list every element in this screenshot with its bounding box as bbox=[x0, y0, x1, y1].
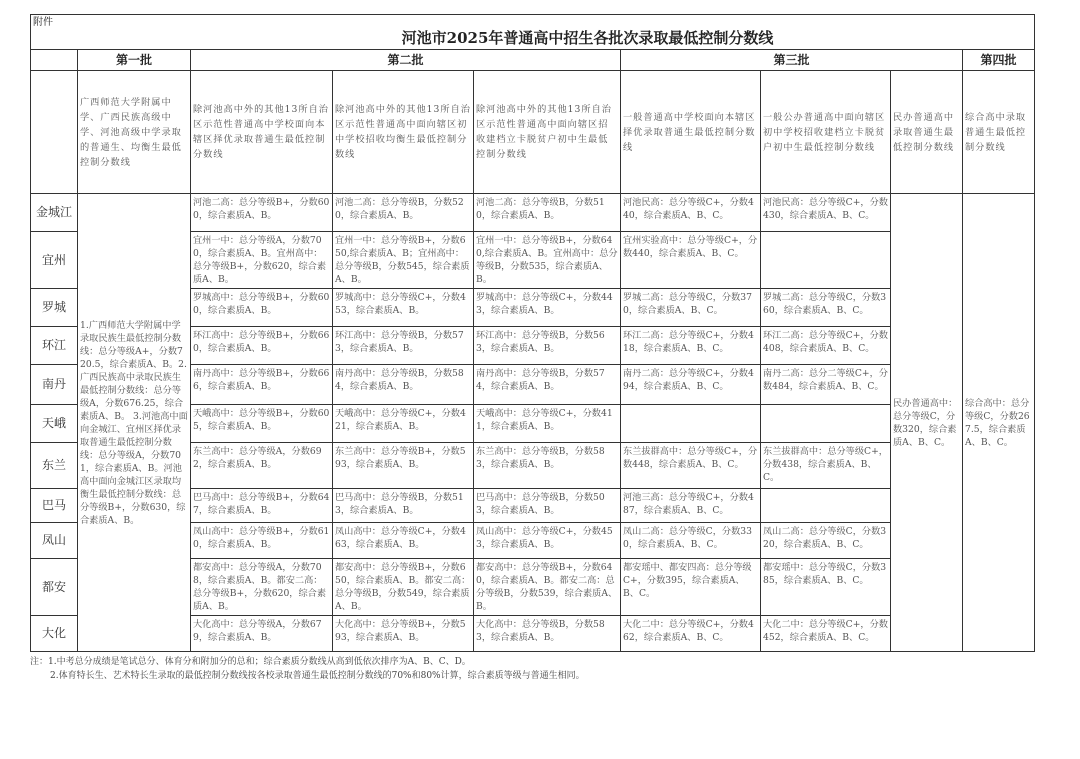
score-cell-c6: 大化二中：总分等级C+，分数452，综合素质A、B、C。 bbox=[761, 616, 891, 652]
footnotes bbox=[30, 655, 1034, 683]
column-description: 综合高中录取普通生最低控制分数线 bbox=[963, 71, 1035, 194]
score-cell-c2: 凤山高中：总分等级B+，分数610，综合素质A、B。 bbox=[191, 523, 333, 559]
score-cell-c2: 都安高中：总分等级A，分数708，综合素质A、B。都安二高：总分等级B+，分数620，综合素质A、B。 bbox=[191, 559, 333, 616]
score-cell-c3: 都安高中：总分等级B+，分数650，综合素质A、B。都安二高：总分等级B，分数549，综合素质A、B。 bbox=[333, 559, 474, 616]
score-cell-c3: 东兰高中：总分等级B+，分数593，综合素质A、B。 bbox=[333, 443, 474, 489]
district-name: 宜州 bbox=[31, 232, 78, 289]
district-name: 金城江 bbox=[31, 194, 78, 232]
score-cell-c4: 河池二高：总分等级B，分数510，综合素质A、B。 bbox=[474, 194, 621, 232]
score-cell-c4: 凤山高中：总分等级C+，分数453，综合素质A、B。 bbox=[474, 523, 621, 559]
private-school-merged-cell: 民办普通高中：总分等级C，分数320，综合素质A、B、C。 bbox=[891, 194, 963, 652]
district-name: 凤山 bbox=[31, 523, 78, 559]
score-cell-c2: 环江高中：总分等级B+，分数660，综合素质A、B。 bbox=[191, 327, 333, 365]
score-table bbox=[30, 14, 1035, 652]
score-cell-c5: 东兰拔群高中：总分等级C+，分数448，综合素质A、B、C。 bbox=[621, 443, 761, 489]
district-name: 南丹 bbox=[31, 365, 78, 405]
score-cell-c6 bbox=[761, 489, 891, 523]
attachment-label: 附件 bbox=[33, 17, 53, 28]
document bbox=[30, 0, 1034, 683]
score-cell-c5: 环江二高：总分等级C+，分数418，综合素质A、B、C。 bbox=[621, 327, 761, 365]
score-cell-c4: 宜州一中：总分等级B+，分数640,综合素质A、B。宜州高中：总分等级B，分数535，综合素质A、B。 bbox=[474, 232, 621, 289]
district-name: 大化 bbox=[31, 616, 78, 652]
batch-1-header: 第一批 bbox=[78, 50, 191, 71]
district-name: 都安 bbox=[31, 559, 78, 616]
score-cell-c5: 都安瑶中、都安四高：总分等级C+，分数395，综合素质A、B、C。 bbox=[621, 559, 761, 616]
footnote-2: 2.体育特长生、艺术特长生录取的最低控制分数线按各校录取普通生最低控制分数线的70%和80%计算，综合素质等级与普通生相同。 bbox=[50, 671, 585, 681]
corner-cell bbox=[31, 50, 78, 71]
district-name: 环江 bbox=[31, 327, 78, 365]
score-cell-c6: 环江二高：总分等级C+，分数408，综合素质A、B、C。 bbox=[761, 327, 891, 365]
batch-4-header: 第四批 bbox=[963, 50, 1035, 71]
score-cell-c6: 河池民高：总分等级C+，分数430，综合素质A、B、C。 bbox=[761, 194, 891, 232]
score-cell-c2: 天峨高中：总分等级B+，分数605，综合素质A、B。 bbox=[191, 405, 333, 443]
score-cell-c5: 大化二中：总分等级C+，分数462，综合素质A、B、C。 bbox=[621, 616, 761, 652]
score-cell-c3: 天峨高中：总分等级C+，分数421，综合素质A、B。 bbox=[333, 405, 474, 443]
table-row bbox=[31, 194, 1035, 232]
score-cell-c3: 凤山高中：总分等级C+，分数463，综合素质A、B。 bbox=[333, 523, 474, 559]
page-title: 河池市2025年普通高中招生各批次录取最低控制分数线 bbox=[401, 29, 774, 47]
score-cell-c2: 河池二高：总分等级B+，分数600，综合素质A、B。 bbox=[191, 194, 333, 232]
score-cell-c5: 罗城二高：总分等级C，分数370，综合素质A、B、C。 bbox=[621, 289, 761, 327]
score-cell-c6 bbox=[761, 405, 891, 443]
district-name: 东兰 bbox=[31, 443, 78, 489]
corner-cell-desc bbox=[31, 71, 78, 194]
score-cell-c2: 东兰高中：总分等级A，分数692，综合素质A、B。 bbox=[191, 443, 333, 489]
score-cell-c2: 宜州一中：总分等级A，分数700，综合素质A、B。宜州高中：总分等级B+，分数620，综合素质A、B。 bbox=[191, 232, 333, 289]
score-cell-c6: 南丹二高：总分二等级C+，分数484，综合素质A、B、C。 bbox=[761, 365, 891, 405]
score-cell-c4: 罗城高中：总分等级C+，分数443，综合素质A、B。 bbox=[474, 289, 621, 327]
column-description: 除河池高中外的其他13所自治区示范性普通高中学校面向本辖区择优录取普通生最低控制分数线 bbox=[191, 71, 333, 194]
score-cell-c2: 巴马高中：总分等级B+，分数647，综合素质A、B。 bbox=[191, 489, 333, 523]
batch-2-header: 第二批 bbox=[191, 50, 621, 71]
score-cell-c5: 河池三高：总分等级C+，分数487，综合素质A、B、C。 bbox=[621, 489, 761, 523]
footnote-1: 注：1.中考总分成绩是笔试总分、体育分和附加分的总和；综合素质分数线从高到低依次排序为A、B、C、D。 bbox=[30, 657, 471, 667]
score-cell-c4: 天峨高中：总分等级C+，分数411，综合素质A、B。 bbox=[474, 405, 621, 443]
score-cell-c6: 凤山二高：总分等级C，分数320，综合素质A、B、C。 bbox=[761, 523, 891, 559]
district-name: 罗城 bbox=[31, 289, 78, 327]
title-row bbox=[31, 15, 1035, 50]
score-cell-c3: 大化高中：总分等级B+，分数593，综合素质A、B。 bbox=[333, 616, 474, 652]
score-cell-c3: 环江高中：总分等级B，分数573，综合素质A、B。 bbox=[333, 327, 474, 365]
score-cell-c4: 大化高中：总分等级B，分数583，综合素质A、B。 bbox=[474, 616, 621, 652]
comprehensive-school-merged-cell: 综合高中：总分等级C，分数267.5，综合素质A、B、C。 bbox=[963, 194, 1035, 652]
column-description: 民办普通高中录取普通生最低控制分数线 bbox=[891, 71, 963, 194]
score-cell-c4: 巴马高中：总分等级B，分数503，综合素质A、B。 bbox=[474, 489, 621, 523]
score-cell-c4: 东兰高中：总分等级B，分数583，综合素质A、B。 bbox=[474, 443, 621, 489]
score-cell-c2: 大化高中：总分等级A，分数679，综合素质A、B。 bbox=[191, 616, 333, 652]
score-cell-c4: 环江高中：总分等级B，分数563，综合素质A、B。 bbox=[474, 327, 621, 365]
score-cell-c5: 宜州实验高中：总分等级C+，分数440，综合素质A、B、C。 bbox=[621, 232, 761, 289]
score-cell-c3: 巴马高中：总分等级B，分数513，综合素质A、B。 bbox=[333, 489, 474, 523]
column-description: 一般公办普通高中面向辖区初中学校招收建档立卡脱贫户初中生最低控制分数线 bbox=[761, 71, 891, 194]
column-description: 除河池高中外的其他13所自治区示范性普通高中面向辖区初中学校招收均衡生最低控制分数线 bbox=[333, 71, 474, 194]
score-cell-c6: 都安瑶中：总分等级C，分数385，综合素质A、B、C。 bbox=[761, 559, 891, 616]
district-name: 天峨 bbox=[31, 405, 78, 443]
batch-3-header: 第三批 bbox=[621, 50, 963, 71]
score-cell-c2: 罗城高中：总分等级B+，分数600，综合素质A、B。 bbox=[191, 289, 333, 327]
score-cell-c5: 河池民高：总分等级C+，分数440，综合素质A、B、C。 bbox=[621, 194, 761, 232]
column-description: 除河池高中外的其他13所自治区示范性普通高中面向辖区招收建档立卡脱贫户初中生最低控制分数线 bbox=[474, 71, 621, 194]
score-cell-c2: 南丹高中：总分等级B+，分数666，综合素质A、B。 bbox=[191, 365, 333, 405]
score-cell-c4: 都安高中：总分等级B+，分数640，综合素质A、B。都安二高：总分等级B，分数539，综合素质A、B。 bbox=[474, 559, 621, 616]
score-cell-c3: 罗城高中：总分等级C+，分数453，综合素质A、B。 bbox=[333, 289, 474, 327]
score-cell-c6: 东兰拔群高中：总分等级C+，分数438，综合素质A、B、C。 bbox=[761, 443, 891, 489]
score-cell-c4: 南丹高中：总分等级B，分数574，综合素质A、B。 bbox=[474, 365, 621, 405]
score-cell-c5 bbox=[621, 405, 761, 443]
district-name: 巴马 bbox=[31, 489, 78, 523]
column-description: 一般普通高中学校面向本辖区择优录取普通生最低控制分数线 bbox=[621, 71, 761, 194]
first-batch-merged-cell: 1.广西师范大学附属中学录取民族生最低控制分数线：总分等级A+，分数720.5，综合素质A、B。2.广西民族高中录取民族生最低控制分数线：总分等级A，分数676.25，综合素质A、B。 3.河池高中面向金城江、宜州区择优录取普通生最低控制分数线：总分等级A，分数701，综合素质A、B。河池高中面向金城江区录取均衡生最低控制分数线：总分等级B+，分数630，综合素质A、B。 bbox=[78, 194, 191, 652]
score-cell-c3: 宜州一中：总分等级B+，分数650,综合素质A、B；宜州高中：总分等级B，分数545，综合素质A、B。 bbox=[333, 232, 474, 289]
score-cell-c3: 南丹高中：总分等级B，分数584，综合素质A、B。 bbox=[333, 365, 474, 405]
score-cell-c5: 凤山二高：总分等级C，分数330，综合素质A、B、C。 bbox=[621, 523, 761, 559]
score-cell-c6 bbox=[761, 232, 891, 289]
score-cell-c3: 河池二高：总分等级B，分数520，综合素质A、B。 bbox=[333, 194, 474, 232]
score-cell-c6: 罗城二高：总分等级C，分数360，综合素质A、B、C。 bbox=[761, 289, 891, 327]
score-cell-c5: 南丹二高：总分等级C+，分数494，综合素质A、B、C。 bbox=[621, 365, 761, 405]
column-description: 广西师范大学附属中学、广西民族高级中学、河池高级中学录取的普通生、均衡生最低控制分数线 bbox=[78, 71, 191, 194]
